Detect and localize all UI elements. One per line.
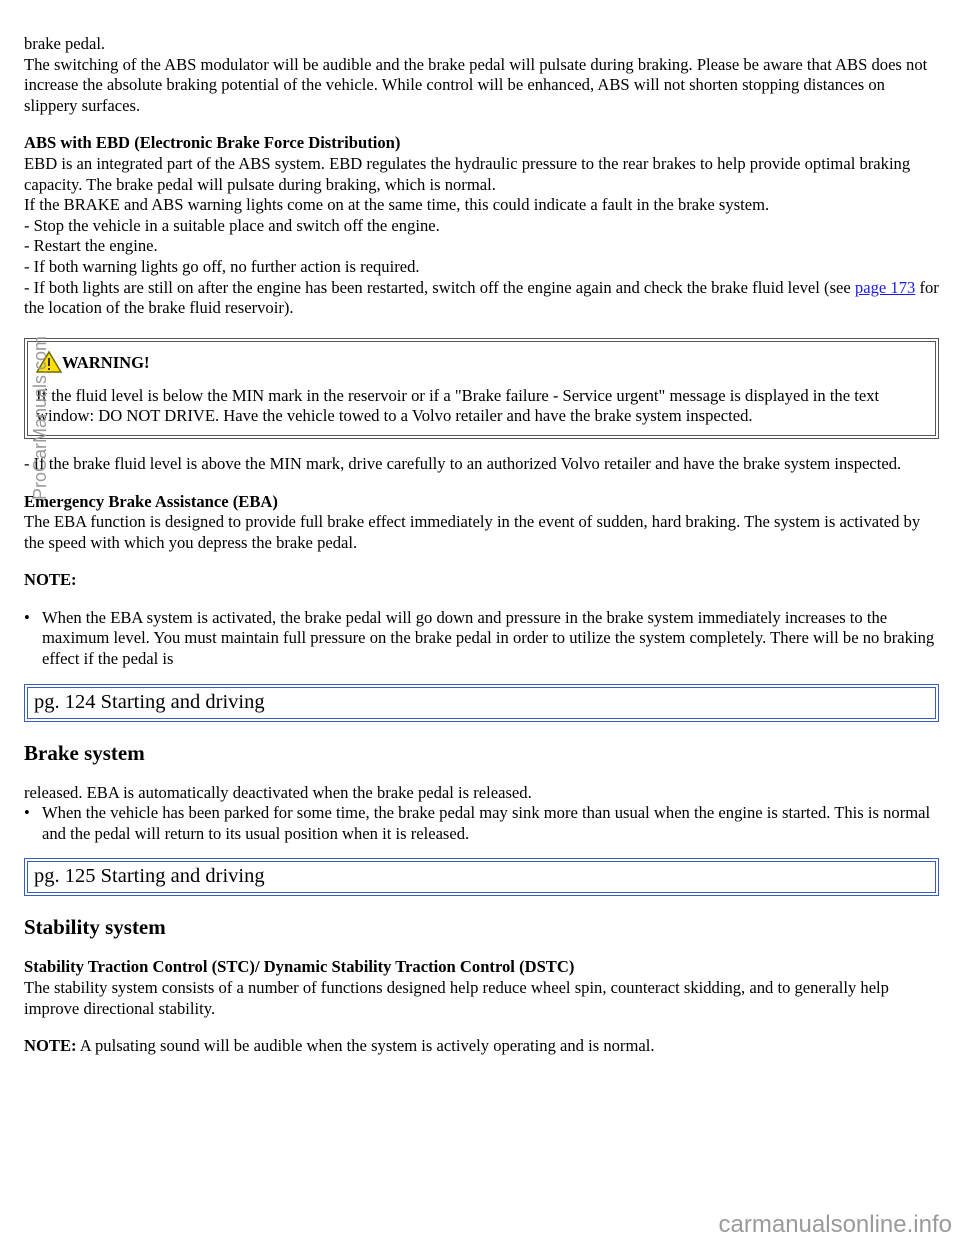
warning-box bbox=[24, 338, 939, 439]
warning-triangle-icon bbox=[36, 350, 62, 374]
side-watermark: ProCarManuals.com bbox=[30, 335, 50, 500]
ebd-step-4-pre: - If both lights are still on after the engine has been restarted, switch off the engine again and check the brake fluid level (see bbox=[24, 277, 855, 297]
intro-line: brake pedal. bbox=[24, 34, 106, 53]
ebd-step-3: - If both warning lights go off, no further action is required. bbox=[24, 256, 420, 276]
stc-note bbox=[24, 1036, 939, 1057]
brake-system-title: Brake system bbox=[24, 740, 145, 765]
ebd-step-4 bbox=[24, 278, 939, 319]
eba-heading: Emergency Brake Assistance (EBA) bbox=[24, 491, 278, 511]
list-item bbox=[24, 608, 939, 670]
eba-bullet-1: When the EBA system is activated, the brake pedal will go down and pressure in the brake system immediately increases to the maximum level. You must maintain full pressure on the brake pedal in order to utilize the system completely. There will be no braking effect if the pedal is bbox=[42, 607, 935, 669]
bullet-dot-icon: • bbox=[24, 803, 30, 823]
ebd-step-2: - Restart the engine. bbox=[24, 236, 158, 256]
eba-paragraph: The EBA function is designed to provide full brake effect immediately in the event of sudden, hard braking. The system is activated by the speed with which you depress the brake pedal. bbox=[24, 512, 921, 552]
list-item bbox=[24, 803, 939, 844]
ebd-step-1: - Stop the vehicle in a suitable place and switch off the engine. bbox=[24, 215, 440, 235]
page-173-link[interactable]: page 173 bbox=[854, 277, 916, 297]
manual-page bbox=[24, 34, 939, 1057]
stc-paragraph: The stability system consists of a number of functions designed help reduce wheel spin, counteract skidding, and to generally help improve directional stability. bbox=[24, 978, 889, 1018]
stability-system-title: Stability system bbox=[24, 915, 166, 940]
ebd-heading: ABS with EBD (Electronic Brake Force Distribution) bbox=[24, 133, 401, 153]
stc-note-label: NOTE: bbox=[24, 1036, 77, 1056]
page-125-banner bbox=[24, 858, 939, 896]
stc-heading: Stability Traction Control (STC)/ Dynamic Stability Traction Control (DSTC) bbox=[24, 957, 575, 977]
eba-note-label: NOTE: bbox=[24, 570, 77, 590]
brake-bullet-2: When the vehicle has been parked for some time, the brake pedal may sink more than usual when the engine is started. This is normal and the pedal will return to its usual position when it is released. bbox=[42, 803, 931, 843]
warning-title: WARNING! bbox=[62, 353, 150, 373]
abs-paragraph: The switching of the ABS modulator will be audible and the brake pedal will pulsate during braking. Please be aware that ABS does not increase the absolute braking potential of the vehicle. While control will be enhanced, ABS will not shorten stopping distances on slippery surfaces. bbox=[24, 54, 928, 115]
warning-header bbox=[36, 350, 927, 374]
stc-note-text: A pulsating sound will be audible when the system is actively operating and is normal. bbox=[76, 1036, 655, 1056]
footer-watermark: carmanualsonline.info bbox=[718, 1211, 952, 1239]
ebd-warning-lights: If the BRAKE and ABS warning lights come on at the same time, this could indicate a fault in the brake system. bbox=[24, 195, 770, 215]
ebd-step-4-post: for the location of the brake fluid reservoir). bbox=[24, 277, 939, 318]
page-124-banner bbox=[24, 684, 939, 722]
page-125-label: pg. 125 Starting and driving bbox=[34, 865, 265, 888]
bullet-dot-icon: • bbox=[24, 607, 30, 627]
page-124-label: pg. 124 Starting and driving bbox=[34, 690, 265, 713]
warning-text: If the fluid level is below the MIN mark in the reservoir or if a "Brake failure - Service urgent" message is displayed in the text window: DO NOT DRIVE. Have the vehicle towed to a Volvo retailer and have the brake system inspected. bbox=[36, 385, 880, 426]
after-warning-text: - If the brake fluid level is above the MIN mark, drive carefully to an authorized Volvo retailer and have the brake system inspected. bbox=[24, 453, 902, 473]
ebd-paragraph: EBD is an integrated part of the ABS system. EBD regulates the hydraulic pressure to the rear brakes to help provide optimal braking capacity. The brake pedal will pulsate during braking, which is normal. bbox=[24, 153, 911, 194]
brake-system-cont: released. EBA is automatically deactivated when the brake pedal is released. bbox=[24, 782, 532, 802]
